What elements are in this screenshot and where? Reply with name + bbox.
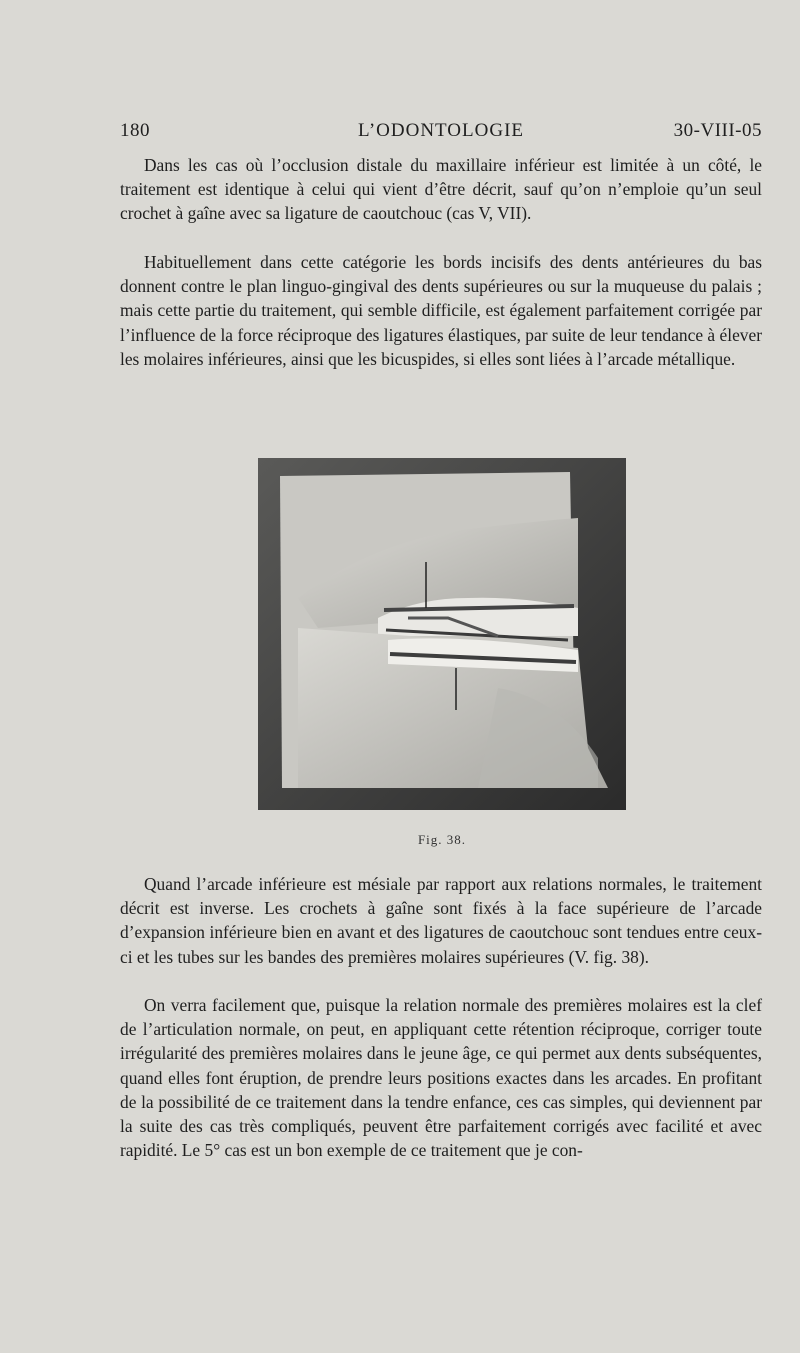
- issue-date: 30-VIII-05: [673, 120, 762, 141]
- figure-caption: Fig. 38.: [417, 832, 467, 847]
- running-header: [120, 120, 762, 146]
- paragraph-unilateral-occlusion: Dans les cas où l’occlusion distale du maxillaire inférieur est limitée à un côté, le traitement est identique à celui qui vient d’être décrit, sauf qu’on n’emploie qu’un seul crochet à gaîne avec sa ligature de caoutchouc (cas V, VII).: [120, 155, 762, 224]
- paragraph-reciprocal-retention: On verra facilement que, puisque la relation normale des premières molaires est la clef de l’articulation normale, on peut, en appliquant cette rétention réciproque, corriger toute irrégularité des premières molaires dans le jeune âge, ce qui permet aux dents subséquentes, quand elles font éruption, de prendre leurs positions exactes dans les arcades. En profitant de la possibilité de ce traitement dans la tendre enfance, ces cas simples, qui deviennent par la suite des cas très compliqués, peuvent être parfaitement corrigés avec facilité et avec rapidité. Le 5° cas est un bon exemple de ce traitement que je con-: [120, 995, 762, 1161]
- dental-model-photograph: [258, 458, 626, 810]
- paragraph-mesial-arch: Quand l’arcade inférieure est mésiale par rapport aux relations normales, le traitement décrit est inverse. Les crochets à gaîne sont fixés à la face supérieure de l’arcade d’expansion inférieure bien en avant et des ligatures de caoutchouc sont tendues entre ceux-ci et les tubes sur les bandes des premières molaires supérieures (V. fig. 38).: [120, 874, 762, 967]
- journal-title: L’ODONTOLOGIE: [357, 120, 525, 141]
- dental-model-illustration: [258, 458, 626, 810]
- paragraph-incisal-edges: Habituellement dans cette catégorie les bords incisifs des dents antérieures du bas donnent contre le plan linguo-gingival des dents supérieures ou sur la muqueuse du palais ; mais cette partie du traitement, qui semble difficile, est également parfaitement corrigée par l’influence de la force réciproque des ligatures élastiques, par suite de leur tendance à élever les molaires inférieures, ainsi que les bicuspides, si elles sont liées à l’arcade métallique.: [120, 252, 762, 369]
- page-number: 180: [120, 120, 150, 141]
